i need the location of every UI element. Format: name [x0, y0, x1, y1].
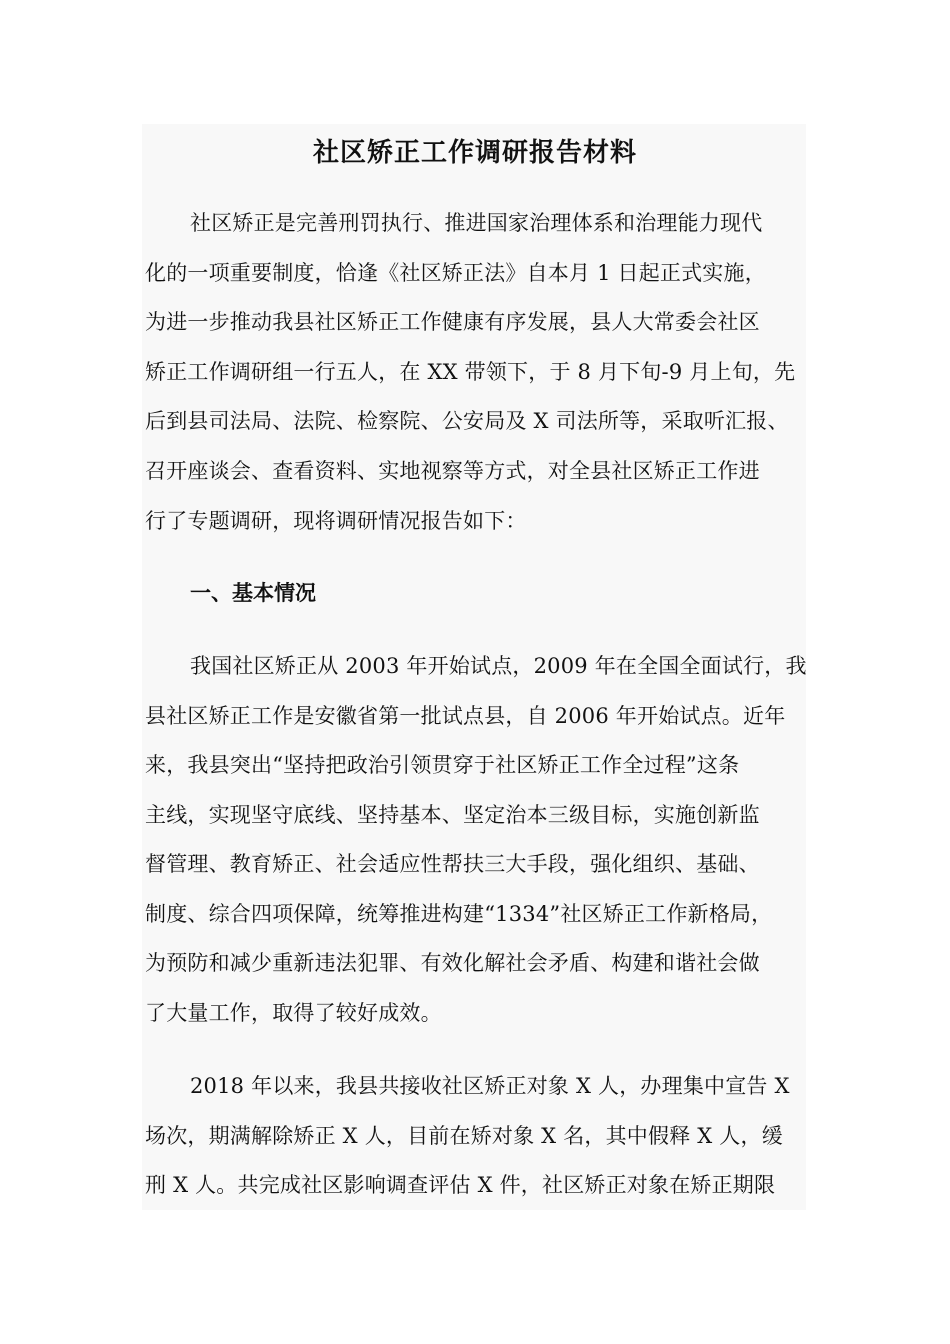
paragraph-line: 为进一步推动我县社区矫正工作健康有序发展，县人大常委会社区 — [145, 310, 760, 334]
paragraph-line: 了大量工作，取得了较好成效。 — [145, 1001, 442, 1025]
paragraph-line: 社区矫正是完善刑罚执行、推进国家治理体系和治理能力现代 — [190, 211, 763, 235]
paragraph-line: 后到县司法局、法院、检察院、公安局及 X 司法所等，采取听汇报、 — [145, 409, 789, 433]
paragraph-line: 我国社区矫正从 2003 年开始试点，2009 年在全国全面试行，我 — [190, 654, 807, 678]
paragraph-line: 化的一项重要制度，恰逢《社区矫正法》自本月 1 日起正式实施， — [145, 261, 766, 285]
paragraph-line: 督管理、教育矫正、社会适应性帮扶三大手段，强化组织、基础、 — [145, 852, 760, 876]
paragraph-line: 2018 年以来，我县共接收社区矫正对象 X 人，办理集中宣告 X — [190, 1074, 790, 1098]
paragraph-line: 召开座谈会、查看资料、实地视察等方式，对全县社区矫正工作进 — [145, 459, 760, 483]
paragraph-line: 县社区矫正工作是安徽省第一批试点县，自 2006 年开始试点。近年 — [145, 704, 786, 728]
paragraph-line: 矫正工作调研组一行五人，在 XX 带领下，于 8 月下旬-9 月上旬，先 — [145, 360, 796, 384]
paragraph-line: 刑 X 人。共完成社区影响调查评估 X 件，社区矫正对象在矫正期限 — [145, 1173, 776, 1197]
paragraph-line: 来，我县突出“坚持把政治引领贯穿于社区矫正工作全过程”这条 — [145, 753, 740, 777]
paragraph-line: 行了专题调研，现将调研情况报告如下： — [145, 509, 527, 533]
paragraph-line: 主线，实现坚守底线、坚持基本、坚定治本三级目标，实施创新监 — [145, 803, 760, 827]
paragraph-line: 制度、综合四项保障，统筹推进构建“1334”社区矫正工作新格局， — [145, 902, 773, 926]
paragraph-line: 为预防和减少重新违法犯罪、有效化解社会矛盾、构建和谐社会做 — [145, 951, 760, 975]
paragraph-line: 场次，期满解除矫正 X 人，目前在矫对象 X 名，其中假释 X 人，缓 — [145, 1124, 783, 1148]
document-title: 社区矫正工作调研报告材料 — [312, 138, 637, 168]
section-heading: 一、基本情况 — [190, 580, 316, 605]
